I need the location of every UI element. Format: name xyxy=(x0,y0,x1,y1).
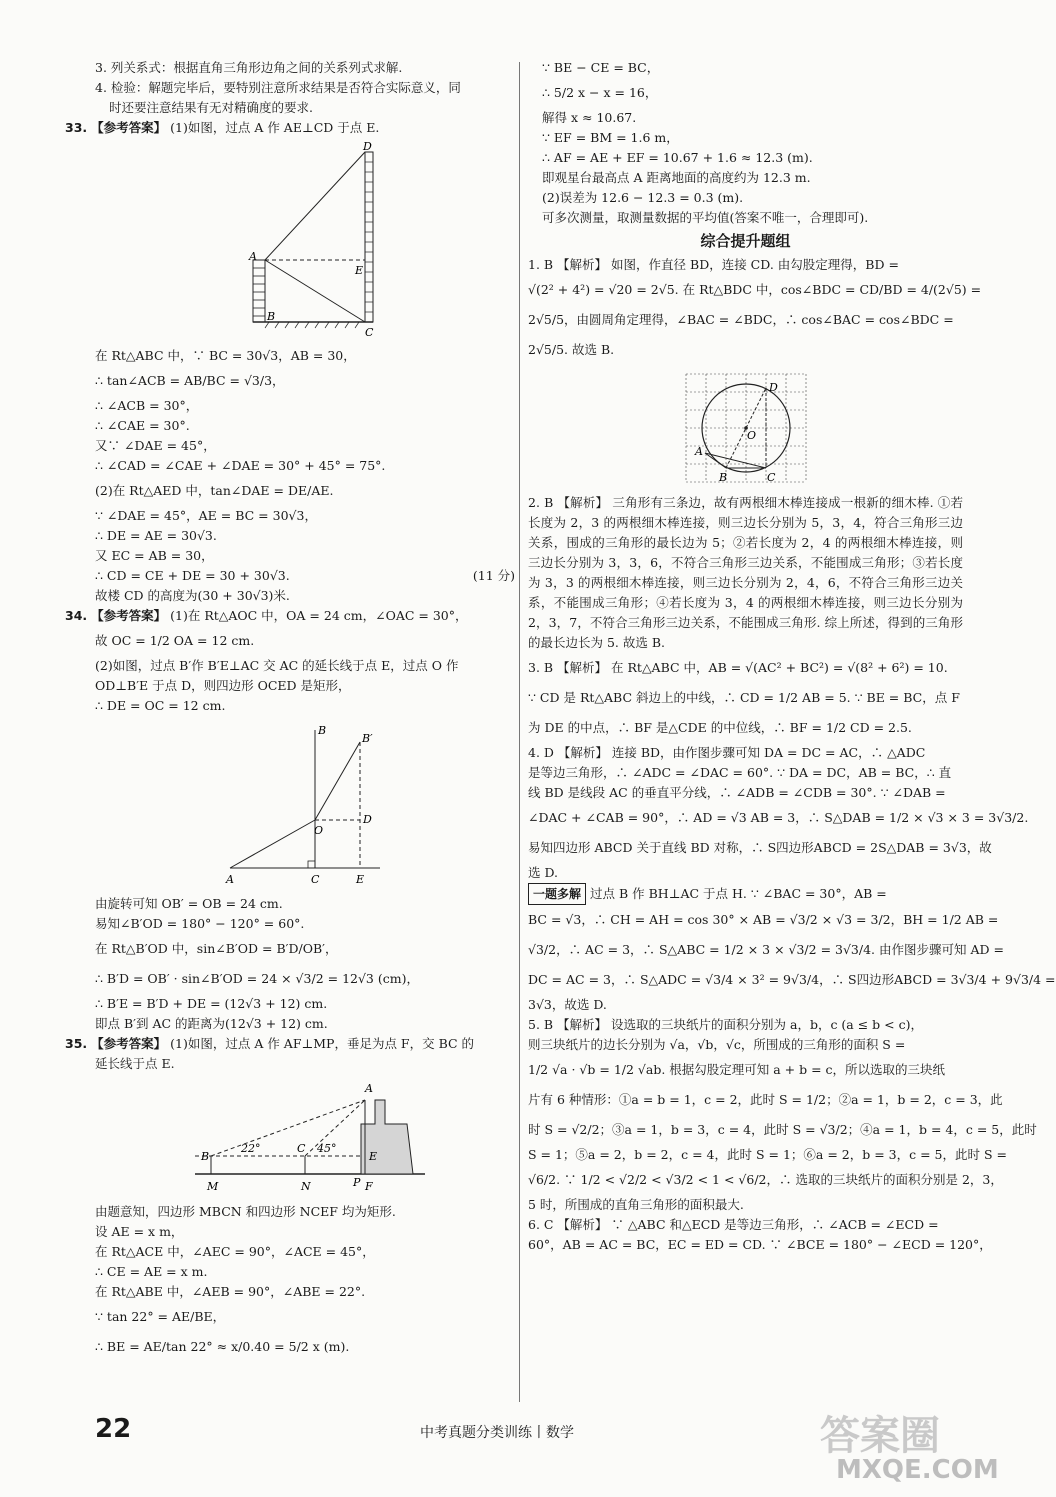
label-b: B xyxy=(267,310,276,323)
text-line: ∵ BE − CE = BC， xyxy=(542,60,660,75)
text-line: 5 时，所围成的直角三角形的面积最大. xyxy=(528,1197,744,1212)
text-line: ∵ tan 22° = AE/BE， xyxy=(95,1309,226,1324)
text-line: 设 AE = x m， xyxy=(95,1224,184,1239)
label-o: O xyxy=(314,824,324,837)
label-e: E xyxy=(356,873,365,886)
column-divider xyxy=(519,62,520,1402)
question-number: 34. xyxy=(65,608,88,623)
text-line: 5. B 【解析】 设选取的三块纸片的面积分别为 a，b，c (a ≤ b < c)， xyxy=(528,1017,923,1032)
text-line: 2√5/5. 故选 B. xyxy=(528,342,615,357)
text-line: 为 DE 的中点，∴ BF 是△CDE 的中位线，∴ BF = 1/2 CD = 2.5. xyxy=(528,720,912,735)
text-line xyxy=(528,883,963,905)
question-33-header xyxy=(65,118,515,138)
text-line: ∴ ∠CAE = 30°. xyxy=(95,418,190,433)
text-line: 3√3，故选 D. xyxy=(528,997,607,1012)
text-line: 时 S = √2/2；③a = 1，b = 3，c = 4，此时 S = √3/2；④a = 1，b = 4，c = 5，此时 xyxy=(528,1122,1037,1137)
text-line: ∴ DE = AE = 30√3. xyxy=(95,528,217,543)
watermark-logo: 答案圈 xyxy=(820,1413,940,1459)
text-line: 是等边三角形，∴ ∠ADC = ∠DAC = 60°. ∵ DA = DC，AB = BC，∴ 直 xyxy=(528,765,952,780)
watermark-url: MXQE.COM xyxy=(836,1455,999,1485)
text-line: 在 Rt△ABC 中，∵ BC = 30√3，AB = 30， xyxy=(95,348,356,363)
question-number: 33. xyxy=(65,120,88,135)
label-c: C xyxy=(311,873,320,886)
text-line: 3. B 【解析】 在 Rt△ABC 中，AB = √(AC² + BC²) = √(8² + 6²) = 10. xyxy=(528,660,948,675)
text-line: 在 Rt△ABE 中，∠AEB = 90°，∠ABE = 22°. xyxy=(95,1284,366,1299)
text-line: 又∵ ∠DAE = 45°， xyxy=(95,438,216,453)
text-line: ∴ ∠ACB = 30°， xyxy=(95,398,199,413)
label-c: C xyxy=(365,326,374,339)
figure-34 xyxy=(220,720,390,890)
text-line: 线 BD 是线段 AC 的垂直平分线，∴ ∠ADB = ∠CDB = 30°. ∵ ∠DAB = xyxy=(528,785,946,800)
label-e: E xyxy=(369,1150,378,1163)
text-line: ∴ DE = OC = 12 cm. xyxy=(95,698,226,713)
text-line: 即观星台最高点 A 距离地面的高度约为 12.3 m. xyxy=(542,170,811,185)
text-line: DC = AC = 3，∴ S△ADC = √3/4 × 3² = 9√3/4，∴ S四边形ABCD = 3√3/4 + 9√3/4 = xyxy=(528,972,1056,987)
text-span: ∴ CD = CE + DE = 30 + 30√3. xyxy=(95,568,290,583)
text-line: 4. D 【解析】 连接 BD，由作图步骤可知 DA = DC = AC，∴ △ADC xyxy=(528,745,926,760)
page-number: 22 xyxy=(95,1414,132,1444)
q2-block: 2. B 【解析】 三角形有三条边，故有两根细木棒连接成一根新的细木棒. ①若长度为 2，3 的两根细木棒连接，则三边长分别为 5，3，4，符合三角形三边关系，围成的三角形的最长边为 5；②若长度为 2，4 的两根细木棒连接，则三边长分别为 3，3，6，不符合三角形三边关系，不能围成三角形；③若长度为 3，3 的两根细木棒连接，则三边长分别为 2，4，6，不符合三角形三边关系，不能围成三角形；④若长度为 3，4 的两根细木棒连接，则三边长分别为 2，3，7，不符合三角形三边关系，不能围成三角形. 综上所述，得到的三角形的最长边长为 5. 故选 B. xyxy=(528,495,963,650)
label-b: B xyxy=(318,724,327,737)
label-c: C xyxy=(297,1142,306,1155)
text-line: ∴ AF = AE + EF = 10.67 + 1.6 ≈ 12.3 (m). xyxy=(542,150,813,165)
label-e: E xyxy=(355,264,364,277)
question-35-header xyxy=(65,1034,515,1054)
text-line: 选 D. xyxy=(528,865,559,880)
figure-33 xyxy=(205,142,405,342)
text-line: 则三块纸片的边长分别为 √a，√b，√c，所围成的三角形的面积 S = xyxy=(528,1037,906,1052)
label-n: N xyxy=(301,1180,311,1193)
angle-22: 22° xyxy=(241,1142,261,1155)
q35-solution xyxy=(95,1202,515,1362)
label-b: B xyxy=(718,471,727,484)
label-p: P xyxy=(353,1176,361,1189)
text-line: 4. 检验：解题完毕后，要特别注意所求结果是否符合实际意义，同 xyxy=(95,80,461,95)
text-line: 可多次测量，取测量数据的平均值(答案不唯一，合理即可). xyxy=(542,210,869,225)
score: (11 分) xyxy=(472,568,515,583)
question-intro: (1)如图，过点 A 作 AE⊥CD 于点 E. xyxy=(170,120,380,135)
figure-circle-grid xyxy=(681,369,811,489)
text-line: 时还要注意结果有无对精确度的要求. xyxy=(109,100,313,115)
text-line: (2)在 Rt△AED 中，tan∠DAE = DE/AE. xyxy=(95,483,334,498)
q34-solution-b xyxy=(95,894,515,1034)
q1-block xyxy=(528,255,982,365)
text-line: OD⊥B′E 于点 D，则四边形 OCED 是矩形， xyxy=(95,678,351,693)
text-line: (2)误差为 12.6 − 12.3 = 0.3 (m). xyxy=(542,190,744,205)
text-line: 1. B 【解析】 如图，作直径 BD，连接 CD. 由勾股定理得，BD = xyxy=(528,257,899,272)
figure-35 xyxy=(175,1078,435,1198)
tips-block xyxy=(95,58,515,118)
text-line: 易知∠B′OD = 180° − 120° = 60°. xyxy=(95,916,305,931)
text-line: ∴ CE = AE = x m. xyxy=(95,1264,208,1279)
text-line: 在 Rt△ACE 中，∠AEC = 90°，∠ACE = 45°， xyxy=(95,1244,375,1259)
text-line: BC = √3，∴ CH = AH = cos 30° × AB = √3/2 × √3 = 3/2，BH = 1/2 AB = xyxy=(528,912,999,927)
left-column xyxy=(65,58,515,1362)
text-line: ∴ B′E = B′D + DE = (12√3 + 12) cm. xyxy=(95,996,328,1011)
text-line: √3/2，∴ AC = 3，∴ S△ABC = 1/2 × 3 × √3/2 = 3√3/4. 由作图步骤可知 AD = xyxy=(528,942,1004,957)
text-line: 故楼 CD 的高度为(30 + 30√3)米. xyxy=(95,588,290,603)
text-line: ∴ 5/2 x − x = 16， xyxy=(542,85,658,100)
text-line: 易知四边形 ABCD 关于直线 BD 对称，∴ S四边形ABCD = 2S△DAB = 3√3，故 xyxy=(528,840,992,855)
q35-continuation xyxy=(528,58,963,228)
multi-solution-badge: 一题多解 xyxy=(528,883,586,905)
text-line: (2)如图，过点 B′作 B′E⊥AC 交 AC 的延长线于点 E，过点 O 作 xyxy=(95,658,459,673)
q5-block xyxy=(528,1015,1037,1215)
text-line: ∠DAC + ∠CAB = 90°，∴ AD = √3 AB = 3，∴ S△DAB = 1/2 × √3 × 3 = 3√3/2. xyxy=(528,810,1029,825)
text-line: 片有 6 种情形：①a = b = 1，c = 2，此时 S = 1/2；②a = 1，b = 2，c = 3，此 xyxy=(528,1092,1003,1107)
text-line: ∵ ∠DAE = 45°，AE = BC = 30√3， xyxy=(95,508,317,523)
q6-block xyxy=(528,1215,992,1255)
answer-tag: 【参考答案】 xyxy=(91,608,167,623)
text-line: 3. 列关系式：根据直角三角形边角之间的关系列式求解. xyxy=(95,60,403,75)
text-line: 2√5/5，由圆周角定理得，∠BAC = ∠BDC，∴ cos∠BAC = cos∠BDC = xyxy=(528,312,954,327)
question-34-header xyxy=(65,606,515,626)
label-o: O xyxy=(746,429,756,442)
text-line: 在 Rt△B′OD 中，sin∠B′OD = B′D/OB′， xyxy=(95,941,338,956)
text-line: 即点 B′到 AC 的距离为(12√3 + 12) cm. xyxy=(95,1016,328,1031)
text-line: ∵ CD 是 Rt△ABC 斜边上的中线，∴ CD = 1/2 AB = 5. ∵ BE = BC，点 F xyxy=(528,690,960,705)
book-title: 中考真题分类训练丨数学 xyxy=(420,1425,574,1441)
q34-solution-a xyxy=(95,626,515,716)
label-b-prime: B′ xyxy=(362,732,373,745)
text-line: 由题意知，四边形 MBCN 和四边形 NCEF 均为矩形. xyxy=(95,1204,396,1219)
label-m: M xyxy=(207,1180,219,1193)
label-a: A xyxy=(694,445,703,458)
label-d: D xyxy=(363,813,372,826)
text-line: 1/2 √a · √b = 1/2 √ab. 根据勾股定理可知 a + b = c，所以选取的三块纸 xyxy=(528,1062,946,1077)
right-column xyxy=(528,58,1056,1255)
answer-tag: 【参考答案】 xyxy=(91,1036,167,1051)
building-cd xyxy=(365,152,373,322)
label-b: B xyxy=(201,1150,210,1163)
label-a: A xyxy=(365,1082,373,1095)
text-line: ∴ ∠CAD = ∠CAE + ∠DAE = 30° + 45° = 75°. xyxy=(95,458,386,473)
text-line: 60°，AB = AC = BC，EC = ED = CD. ∵ ∠BCE = 180° − ∠ECD = 120°， xyxy=(528,1237,992,1252)
question-intro: (1)如图，过点 A 作 AF⊥MP，垂足为点 F，交 BC 的 xyxy=(170,1036,475,1051)
text-line xyxy=(95,566,515,586)
text-line: 6. C 【解析】 ∵ △ABC 和△ECD 是等边三角形，∴ ∠ACB = ∠ECD = xyxy=(528,1217,939,1232)
q3-block xyxy=(528,653,963,743)
answer-tag: 【参考答案】 xyxy=(91,120,167,135)
text-line: ∴ tan∠ACB = AB/BC = √3/3， xyxy=(95,373,285,388)
label-a: A xyxy=(249,250,257,263)
label-d: D xyxy=(363,140,372,153)
q33-solution xyxy=(95,346,515,606)
question-intro: (1)在 Rt△AOC 中，OA = 24 cm，∠OAC = 30°， xyxy=(170,608,468,623)
label-d: D xyxy=(768,381,778,394)
text-line: 延长线于点 E. xyxy=(95,1056,175,1071)
label-c: C xyxy=(766,471,775,484)
angle-45: 45° xyxy=(317,1142,337,1155)
text-line: 故 OC = 1/2 OA = 12 cm. xyxy=(95,633,255,648)
label-f: F xyxy=(365,1180,373,1193)
text-line: 解得 x ≈ 10.67. xyxy=(542,110,637,125)
text-line: S = 1；⑤a = 2，b = 2，c = 4，此时 S = 1；⑥a = 2，b = 3，c = 5，此时 S = xyxy=(528,1147,1007,1162)
q4-block xyxy=(528,743,1056,1015)
text-line: √6/2. ∵ 1/2 < √2/2 < √3/2 < 1 < √6/2，∴ 选取的三块纸片的面积分别是 2，3， xyxy=(528,1172,1003,1187)
text-line: ∴ BE = AE/tan 22° ≈ x/0.40 = 5/2 x (m). xyxy=(95,1339,350,1354)
text-line: 又 EC = AB = 30， xyxy=(95,548,214,563)
text-span: 过点 B 作 BH⊥AC 于点 H. ∵ ∠BAC = 30°，AB = xyxy=(590,886,887,901)
text-line: ∴ B′D = OB′ · sin∠B′OD = 24 × √3/2 = 12√3 (cm)， xyxy=(95,971,419,986)
building-ab xyxy=(253,260,265,322)
question-number: 35. xyxy=(65,1036,88,1051)
section-title: 综合提升题组 xyxy=(700,232,791,250)
text-line: ∵ EF = BM = 1.6 m， xyxy=(542,130,679,145)
label-a: A xyxy=(226,873,234,886)
text-line: 由旋转可知 OB′ = OB = 24 cm. xyxy=(95,896,283,911)
text-line: √(2² + 4²) = √20 = 2√5. 在 Rt△BDC 中，cos∠BDC = CD/BD = 4/(2√5) = xyxy=(528,282,982,297)
